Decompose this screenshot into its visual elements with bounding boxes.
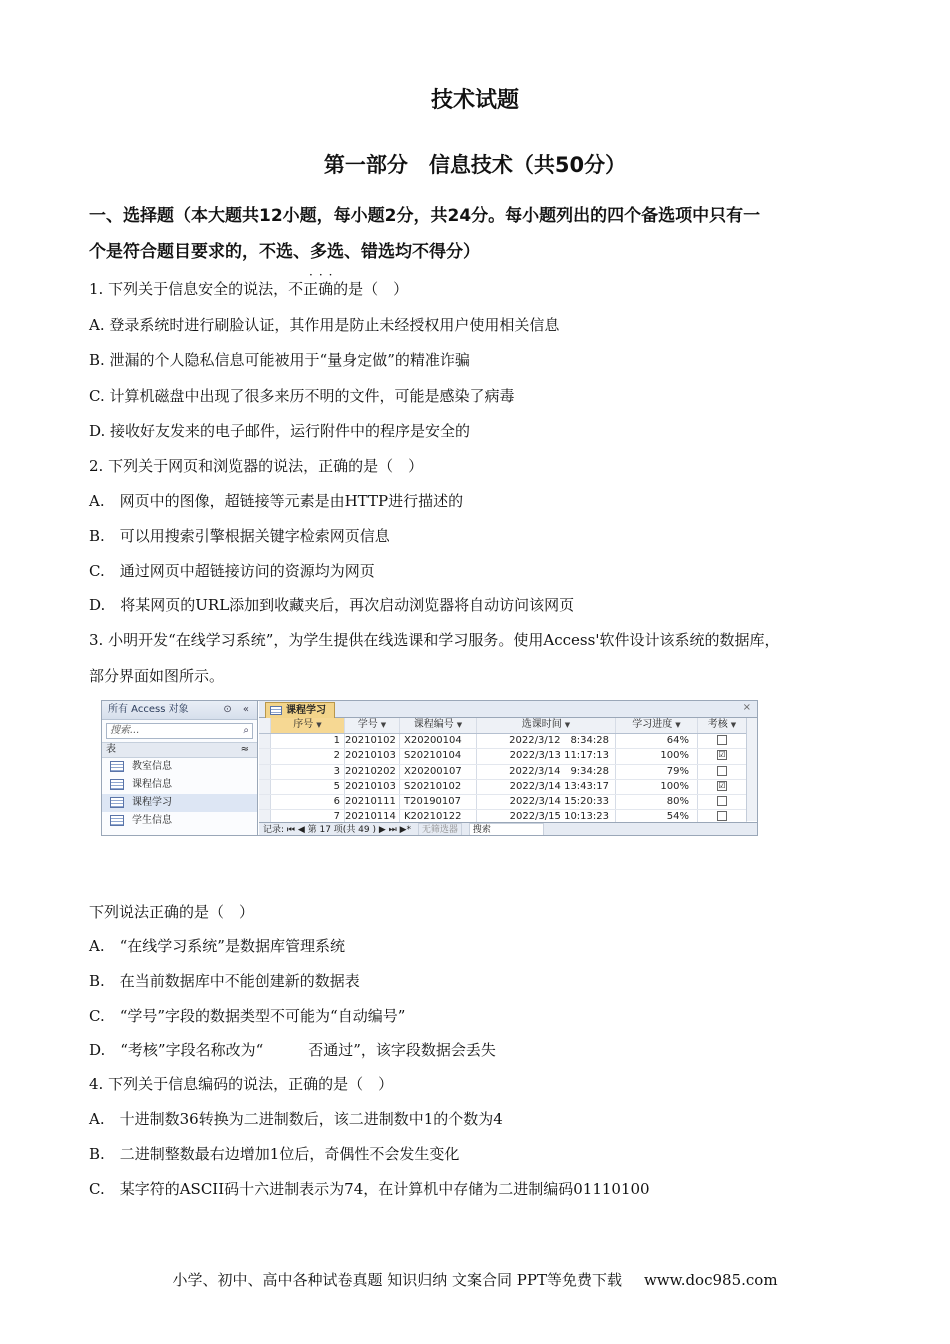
cell-cid[interactable]: S20210104 xyxy=(400,749,477,763)
q4-option-b: B. 二进制整数最右边增加1位后，奇偶性不会发生变化 xyxy=(89,1145,460,1163)
cell-time[interactable]: 2022/3/14 9:34:28 xyxy=(477,765,616,779)
q3-option-c: C. “学号”字段的数据类型不可能为“自动编号” xyxy=(89,1007,406,1025)
cell-time[interactable]: 2022/3/14 13:43:17 xyxy=(477,780,616,794)
nav-item-table[interactable] xyxy=(102,776,257,794)
cell-pass[interactable] xyxy=(698,795,747,809)
cell-sid[interactable]: 20210103 xyxy=(345,780,400,794)
record-navigation-bar xyxy=(259,822,757,835)
footer-text: 小学、初中、高中各种试卷真题 知识归纳 文案合同 PPT等免费下载 xyxy=(172,1271,622,1289)
search-icon[interactable]: ⌕ xyxy=(243,725,249,736)
cell-time[interactable]: 2022/3/14 15:20:33 xyxy=(477,795,616,809)
close-icon[interactable]: × xyxy=(742,702,751,713)
pass-checkbox[interactable]: ☑ xyxy=(718,750,726,760)
dropdown-icon[interactable]: ▼ xyxy=(456,721,463,729)
cell-sid[interactable]: 20210103 xyxy=(345,749,400,763)
column-header-label: 考核 xyxy=(707,719,728,730)
q2-option-c: C. 通过网页中超链接访问的资源均为网页 xyxy=(89,562,375,580)
part-title: 第一部分 信息技术（共50分） xyxy=(323,153,627,177)
column-header-pass[interactable] xyxy=(698,718,747,733)
q4-stem: 4. 下列关于信息编码的说法，正确的是（ ） xyxy=(89,1075,394,1093)
cell-time[interactable]: 2022/3/15 10:13:23 xyxy=(477,810,616,824)
access-window xyxy=(101,700,758,836)
pass-checkbox[interactable] xyxy=(717,735,727,745)
q3-option-a: A. “在线学习系统”是数据库管理系统 xyxy=(89,937,345,955)
cell-progress[interactable]: 79% xyxy=(616,765,698,779)
cell-progress[interactable]: 100% xyxy=(616,780,698,794)
q1-option-d: D. 接收好友发来的电子邮件，运行附件中的程序是安全的 xyxy=(89,422,471,440)
table-row[interactable] xyxy=(259,795,747,810)
q4-option-a: A. 十进制数36转换为二进制数后，该二进制数中1的个数为4 xyxy=(89,1110,503,1128)
cell-time[interactable]: 2022/3/12 8:34:28 xyxy=(477,734,616,748)
q3-stem-line1: 3. 小明开发“在线学习系统”，为学生提供在线选课和学习服务。使用Access'软件设计该系统的数据库， xyxy=(89,631,780,649)
cell-pass[interactable] xyxy=(698,749,747,763)
q2-option-b: B. 可以用搜索引擎根据关键字检索网页信息 xyxy=(89,527,390,545)
q3-option-b: B. 在当前数据库中不能创建新的数据表 xyxy=(89,972,360,990)
cell-cid[interactable]: X20200104 xyxy=(400,734,477,748)
cell-progress[interactable]: 80% xyxy=(616,795,698,809)
q3-stem-line2: 部分界面如图所示。 xyxy=(89,667,225,685)
pass-checkbox[interactable] xyxy=(717,766,727,776)
cell-sid[interactable]: 20210111 xyxy=(345,795,400,809)
pass-checkbox[interactable] xyxy=(717,811,727,821)
dropdown-icon[interactable]: ▼ xyxy=(675,721,681,729)
table-icon xyxy=(110,779,124,790)
tab-label: 课程学习 xyxy=(286,705,326,716)
table-icon xyxy=(110,761,124,772)
nav-pane-header[interactable] xyxy=(102,701,257,720)
row-selector[interactable] xyxy=(259,749,271,763)
table-icon xyxy=(110,815,124,826)
cell-cid[interactable]: X20200107 xyxy=(400,765,477,779)
header-row xyxy=(259,718,747,734)
nav-item-label: 课程信息 xyxy=(132,779,172,790)
cell-pass[interactable] xyxy=(698,765,747,779)
emphasis-dots: ··· xyxy=(309,268,339,282)
datasheet-area xyxy=(259,701,757,835)
nav-pane-controls-icon[interactable]: ⊙ « xyxy=(223,704,253,715)
table-row[interactable] xyxy=(259,780,747,795)
nav-item-label: 教室信息 xyxy=(132,761,172,772)
cell-sid[interactable]: 20210102 xyxy=(345,734,400,748)
footer-url[interactable]: www.doc985.com xyxy=(643,1271,778,1289)
cell-pass[interactable] xyxy=(698,780,747,794)
cell-pass[interactable] xyxy=(698,734,747,748)
document-tab-bar xyxy=(259,701,757,718)
cell-seq[interactable]: 7 xyxy=(271,810,345,824)
dropdown-icon[interactable]: ▼ xyxy=(730,721,737,729)
page-title: 技术试题 xyxy=(430,88,519,113)
cell-seq[interactable]: 3 xyxy=(271,765,345,779)
cell-time[interactable]: 2022/3/13 11:17:13 xyxy=(477,749,616,763)
q3-prompt: 下列说法正确的是（ ） xyxy=(89,903,255,921)
table-icon xyxy=(110,797,124,808)
column-header-label: 学习进度 xyxy=(632,719,673,730)
section-heading-line2: 个是符合题目要求的，不选、多选、错选均不得分） xyxy=(89,242,480,262)
collapse-icon[interactable]: ≈ xyxy=(240,744,249,755)
cell-cid[interactable]: S20210102 xyxy=(400,780,477,794)
cell-seq[interactable]: 6 xyxy=(271,795,345,809)
table-row[interactable] xyxy=(259,734,747,749)
column-header-cid[interactable] xyxy=(400,718,477,733)
row-selector[interactable] xyxy=(259,765,271,779)
q1-option-c: C. 计算机磁盘中出现了很多来历不明的文件，可能是感染了病毒 xyxy=(89,387,515,405)
record-navigator[interactable]: 记录: ⏮ ◀ 第 17 项(共 49 ) ▶ ⏭ ▶* xyxy=(263,825,412,835)
dropdown-icon[interactable]: ▼ xyxy=(380,721,387,729)
cell-seq[interactable]: 1 xyxy=(271,734,345,748)
q1-option-a: A. 登录系统时进行刷脸认证，其作用是防止未经授权用户使用相关信息 xyxy=(89,316,560,334)
nav-item-label: 课程学习 xyxy=(132,797,172,808)
vertical-scrollbar[interactable] xyxy=(746,718,757,821)
section-heading-line1: 一、选择题（本大题共12小题，每小题2分，共24分。每小题列出的四个备选项中只有一 xyxy=(89,206,761,226)
q2-option-d: D. 将某网页的URL添加到收藏夹后，再次启动浏览器将自动访问该网页 xyxy=(89,596,575,614)
pass-checkbox[interactable] xyxy=(717,796,727,806)
nav-item-table[interactable] xyxy=(102,758,257,776)
q4-option-c: C. 某字符的ASCII码十六进制表示为74，在计算机中存储为二进制编码01110100 xyxy=(89,1180,650,1198)
column-header-seq[interactable] xyxy=(271,718,345,733)
cell-progress[interactable]: 64% xyxy=(616,734,698,748)
filter-indicator[interactable]: 无筛选器 xyxy=(418,823,462,836)
row-selector[interactable] xyxy=(259,795,271,809)
cell-seq[interactable]: 2 xyxy=(271,749,345,763)
nav-pane-title: 所有 Access 对象 xyxy=(108,704,189,715)
tab-course-study[interactable] xyxy=(265,702,335,718)
cell-cid[interactable]: T20190107 xyxy=(400,795,477,809)
column-header-label: 课程编号 xyxy=(413,719,454,730)
column-header-time[interactable] xyxy=(477,718,616,733)
q2-option-a: A. 网页中的图像，超链接等元素是由HTTP进行描述的 xyxy=(89,492,464,510)
nav-item-table-selected[interactable] xyxy=(102,794,257,812)
dropdown-icon[interactable]: ▼ xyxy=(564,721,571,729)
nav-item-table[interactable] xyxy=(102,812,257,830)
column-header-label: 学号 xyxy=(357,719,378,730)
q1-stem: 1. 下列关于信息安全的说法，不正确的是（ ） xyxy=(89,280,409,298)
column-header-label: 选课时间 xyxy=(521,719,562,730)
q2-stem: 2. 下列关于网页和浏览器的说法，正确的是（ ） xyxy=(89,457,424,475)
table-row[interactable] xyxy=(259,749,747,764)
cell-progress[interactable]: 100% xyxy=(616,749,698,763)
row-selector[interactable] xyxy=(259,734,271,748)
table-row[interactable] xyxy=(259,765,747,780)
cell-seq[interactable]: 5 xyxy=(271,780,345,794)
datasheet-grid xyxy=(259,718,747,826)
cell-progress[interactable]: 54% xyxy=(616,810,698,824)
nav-group-label: 表 xyxy=(106,744,116,755)
cell-sid[interactable]: 20210202 xyxy=(345,765,400,779)
pass-checkbox[interactable]: ☑ xyxy=(718,780,726,790)
q1-option-b: B. 泄漏的个人隐私信息可能被用于“量身定做”的精准诈骗 xyxy=(89,351,470,369)
record-search-input[interactable]: 搜索 xyxy=(469,823,544,836)
column-header-sid[interactable] xyxy=(345,718,400,733)
nav-search-placeholder: 搜索... xyxy=(110,725,140,736)
cell-sid[interactable]: 20210114 xyxy=(345,810,400,824)
cell-cid[interactable]: K20210122 xyxy=(400,810,477,824)
column-header-label: 序号 xyxy=(293,719,314,730)
navigation-pane xyxy=(102,701,258,835)
q3-option-d: D. “考核”字段名称改为“ 否通过”，该字段数据会丢失 xyxy=(89,1041,496,1059)
select-all-cell[interactable] xyxy=(259,718,271,733)
column-header-progress[interactable] xyxy=(616,718,698,733)
nav-search-input[interactable] xyxy=(106,723,253,739)
nav-item-label: 学生信息 xyxy=(132,815,172,826)
row-selector[interactable] xyxy=(259,780,271,794)
page-footer xyxy=(0,1270,950,1290)
dropdown-icon[interactable]: ▼ xyxy=(316,721,322,729)
table-icon xyxy=(270,706,282,715)
nav-group-tables[interactable] xyxy=(102,742,257,758)
